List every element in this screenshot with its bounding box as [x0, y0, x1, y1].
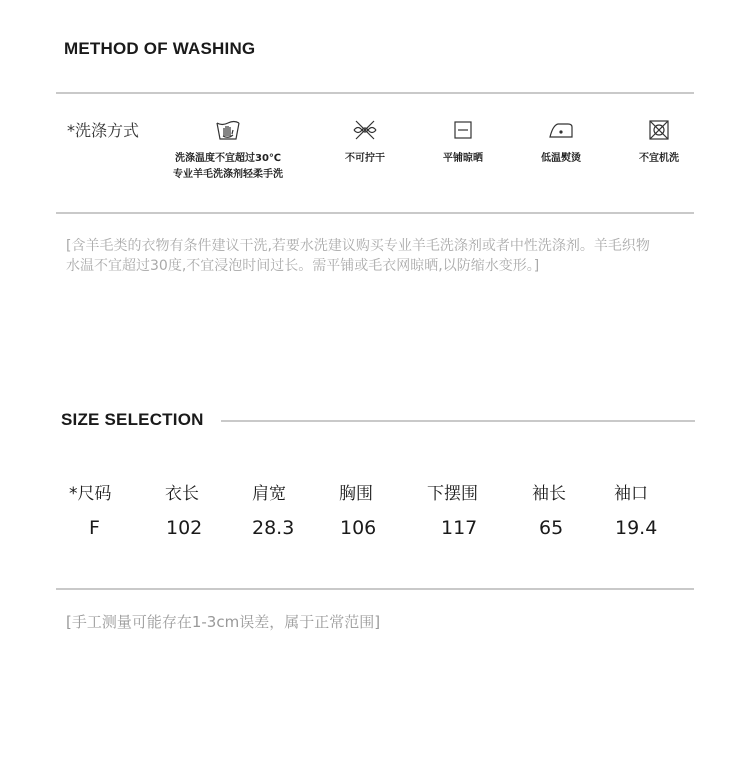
washing-top-divider	[56, 92, 694, 94]
size-value-shoulder: 28.3	[252, 517, 295, 539]
size-note: [手工测量可能存在1-3cm误差，属于正常范围]	[66, 613, 381, 631]
size-value-size: F	[89, 517, 100, 539]
care-item-do-not-machine-wash	[639, 115, 679, 167]
size-header-sleeve-length: 袖长	[532, 484, 566, 504]
care-item-do-not-wring	[345, 115, 385, 167]
size-header-chest: 胸围	[339, 484, 373, 504]
size-header-hem: 下摆围	[427, 484, 478, 504]
do-not-wring-icon	[350, 115, 380, 145]
care-text-line1: 低温熨烫	[541, 153, 581, 164]
care-text-line1: 不可拧干	[345, 153, 385, 164]
iron-low-icon	[546, 115, 576, 145]
size-header-size: *尺码	[69, 484, 112, 504]
washing-note-line2: 水温不宜超过30度,不宜浸泡时间过长。需平铺或毛衣网晾晒,以防缩水变形。]	[66, 258, 540, 274]
washing-bottom-divider	[56, 212, 694, 214]
care-item-dry-flat	[443, 115, 483, 167]
size-header-shoulder: 肩宽	[252, 484, 286, 504]
care-item-iron-low	[541, 115, 581, 167]
size-value-chest: 106	[340, 517, 377, 539]
size-title-rule	[221, 420, 695, 422]
care-text-line1: 洗涤温度不宜超过30℃	[174, 153, 282, 164]
size-value-hem: 117	[441, 517, 478, 539]
hand-wash-icon	[213, 115, 243, 145]
care-text-line1: 平铺晾晒	[443, 153, 483, 164]
washing-title: METHOD OF WASHING	[64, 39, 256, 58]
size-header-length: 衣长	[165, 484, 199, 504]
size-value-sleeve-length: 65	[539, 517, 564, 539]
size-bottom-divider	[56, 588, 694, 590]
do-not-machine-wash-icon	[644, 115, 674, 145]
care-text-line1: 不宜机洗	[639, 153, 679, 164]
care-text-line2: 专业羊毛洗涤剂轻柔手洗	[173, 169, 283, 180]
size-value-length: 102	[166, 517, 203, 539]
size-value-cuff: 19.4	[615, 517, 658, 539]
size-title: SIZE SELECTION	[61, 410, 204, 429]
size-header-cuff: 袖口	[614, 484, 648, 504]
care-item-hand-wash	[173, 115, 283, 183]
dry-flat-icon	[448, 115, 478, 145]
washing-note-line1: [含羊毛类的衣物有条件建议干洗,若要水洗建议购买专业羊毛洗涤剂或者中性洗涤剂。羊毛织物	[66, 238, 650, 254]
washing-label: *洗涤方式	[67, 121, 140, 140]
